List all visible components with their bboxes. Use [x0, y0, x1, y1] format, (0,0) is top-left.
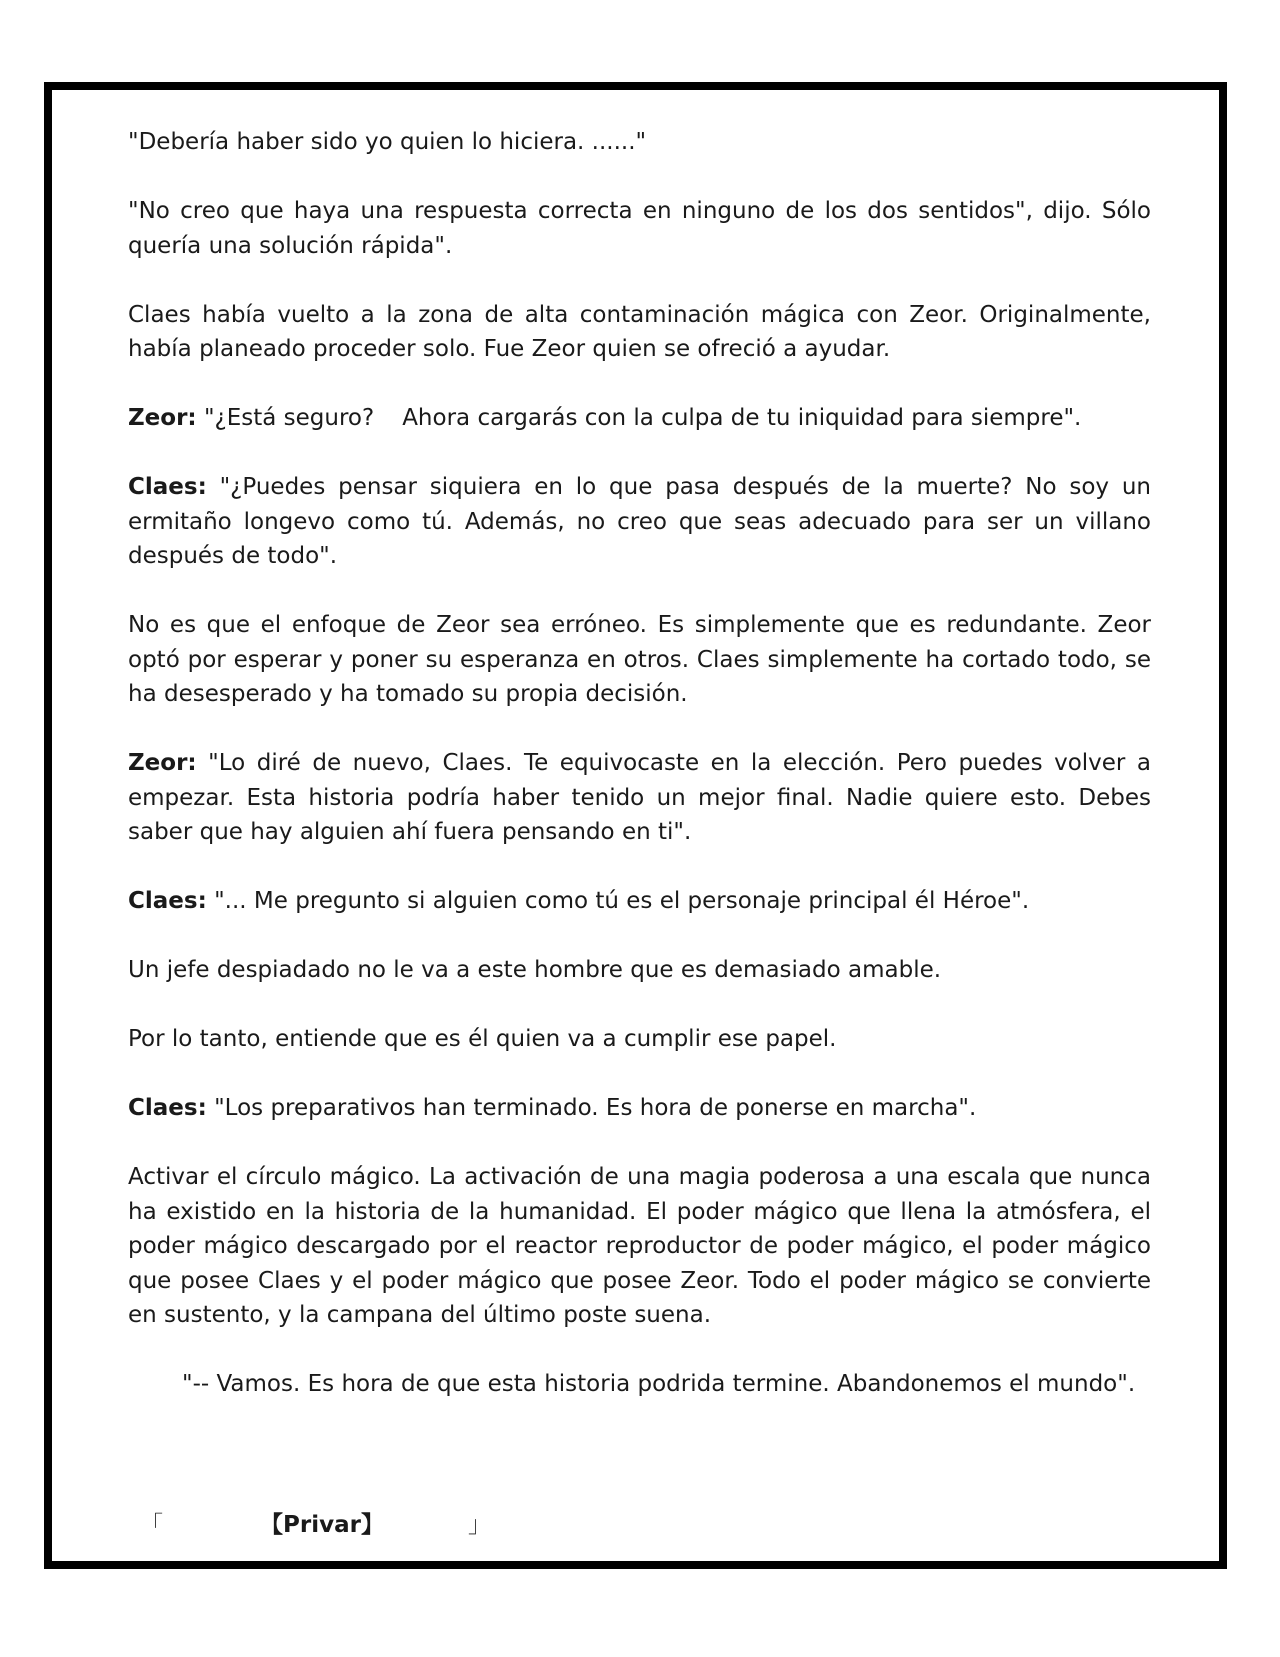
dialogue-text: "Los preparativos han terminado. Es hora de ponerse en marcha".	[214, 1095, 977, 1121]
speaker-label: Claes:	[128, 474, 207, 500]
dialogue-text: "Lo diré de nuevo, Claes. Te equivocaste en la elección. Pero puedes volver a empezar. Esta historia podría haber tenido un mejor final. Nadie quiere esto. Debes saber que hay alguien ahí fuera pensando en ti".	[128, 750, 1151, 845]
dialogue-text: "¿Está seguro?	[203, 405, 375, 431]
dialogue-text: "... Me pregunto si alguien como tú es el personaje principal él Héroe".	[214, 888, 1030, 914]
dialogue-text: "¿Puedes pensar siquiera en lo que pasa después de la muerte? No soy un ermitaño longevo como tú. Además, no creo que seas adecuado para ser un villano después de todo".	[128, 474, 1151, 569]
paragraph-1: "Debería haber sido yo quien lo hiciera. ......"	[128, 129, 647, 155]
closing-line: "-- Vamos. Es hora de que esta historia podrida termine. Abandonemos el mundo".	[182, 1371, 1136, 1397]
speaker-label: Claes:	[128, 1095, 207, 1121]
privar-label: 【Privar】	[260, 1512, 384, 1538]
paragraph-11	[128, 1091, 1151, 1126]
speaker-label: Zeor:	[128, 405, 197, 431]
paragraph-12: Activar el círculo mágico. La activación de una magia poderosa a una escala que nunca ha existido en la historia de la humanidad. El poder mágico que llena la atmósfera, el poder mágico descargado por el reactor reproductor de poder mágico, el poder mágico que posee Claes y el poder mágico que posee Zeor. Todo el poder mágico se convierte en sustento, y la campana del último poste suena.	[128, 1164, 1151, 1328]
paragraph-7	[128, 746, 1151, 850]
close-bracket: 」	[468, 1512, 491, 1538]
paragraph-6: No es que el enfoque de Zeor sea erróneo. Es simplemente que es redundante. Zeor optó por esperar y poner su esperanza en otros. Claes simplemente ha cortado todo, se ha desesperado y ha tomado su propia decisión.	[128, 612, 1151, 707]
paragraph-8	[128, 884, 1151, 919]
paragraph-3: Claes había vuelto a la zona de alta contaminación mágica con Zeor. Originalmente, había planeado proceder solo. Fue Zeor quien se ofreció a ayudar.	[128, 301, 1151, 362]
footer-tag	[128, 1506, 628, 1546]
speaker-label: Claes:	[128, 888, 207, 914]
paragraph-5	[128, 470, 1151, 574]
dialogue-text: Ahora cargarás con la culpa de tu iniquidad para siempre".	[402, 405, 1082, 431]
paragraph-10: Por lo tanto, entiende que es él quien va a cumplir ese papel.	[128, 1026, 837, 1052]
paragraph-2: "No creo que haya una respuesta correcta en ninguno de los dos sentidos", dijo. Sólo quería una solución rápida".	[128, 198, 1151, 259]
speaker-label: Zeor:	[128, 750, 197, 776]
document-body	[128, 125, 1151, 1402]
paragraph-9: Un jefe despiadado no le va a este hombre que es demasiado amable.	[128, 957, 942, 983]
paragraph-4	[128, 401, 1151, 436]
open-bracket: 「	[140, 1512, 163, 1538]
